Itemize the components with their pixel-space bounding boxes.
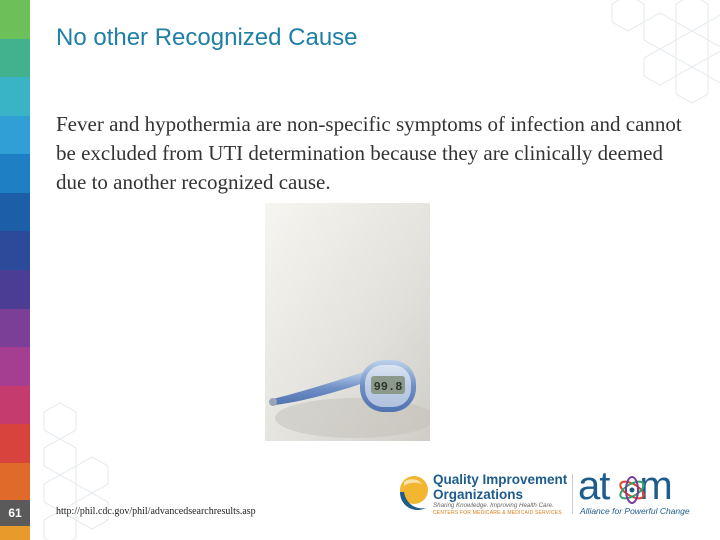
color-strip-band [0, 193, 30, 232]
body-paragraph: Fever and hypothermia are non-specific symptoms of infection and cannot be excluded from UTI determination because they are clinically deemed due to another recognized cause. [56, 112, 682, 194]
slide-number: 61 [0, 500, 30, 526]
color-strip-band [0, 77, 30, 116]
atom-tagline: Alliance for Powerful Change [580, 506, 690, 516]
qio-tagline: Sharing Knowledge. Improving Health Care. [433, 502, 554, 509]
qio-globe-icon [394, 472, 430, 516]
thermometer-display: 99.8 [373, 380, 403, 394]
atom-logo [578, 464, 703, 520]
color-strip [0, 0, 30, 540]
atom-word-start: at [578, 464, 610, 508]
color-strip-band [0, 270, 30, 309]
qio-title-line1: Quality Improvement [433, 472, 568, 487]
color-strip-band [0, 39, 30, 78]
color-strip-band [0, 154, 30, 193]
color-strip-band [0, 347, 30, 386]
color-strip-band [0, 424, 30, 463]
color-strip-band [0, 0, 30, 39]
qio-cms-text: CENTERS FOR MEDICARE & MEDICAID SERVICES [433, 510, 562, 516]
color-strip-band [0, 309, 30, 348]
atom-orbit-icon [616, 474, 648, 506]
logo-divider [572, 474, 573, 514]
atom-word-end: m [639, 464, 672, 508]
source-url: http://phil.cdc.gov/phil/advancedsearchresults.asp [56, 506, 256, 517]
color-strip-band [0, 386, 30, 425]
color-strip-band [0, 231, 30, 270]
qio-title [433, 472, 567, 502]
qio-logo [394, 470, 568, 520]
qio-title-line2: Organizations [433, 487, 524, 502]
color-strip-band [0, 463, 30, 502]
slide-title: No other Recognized Cause [56, 24, 358, 51]
color-strip-band [0, 116, 30, 155]
thermometer-photo [265, 203, 430, 441]
